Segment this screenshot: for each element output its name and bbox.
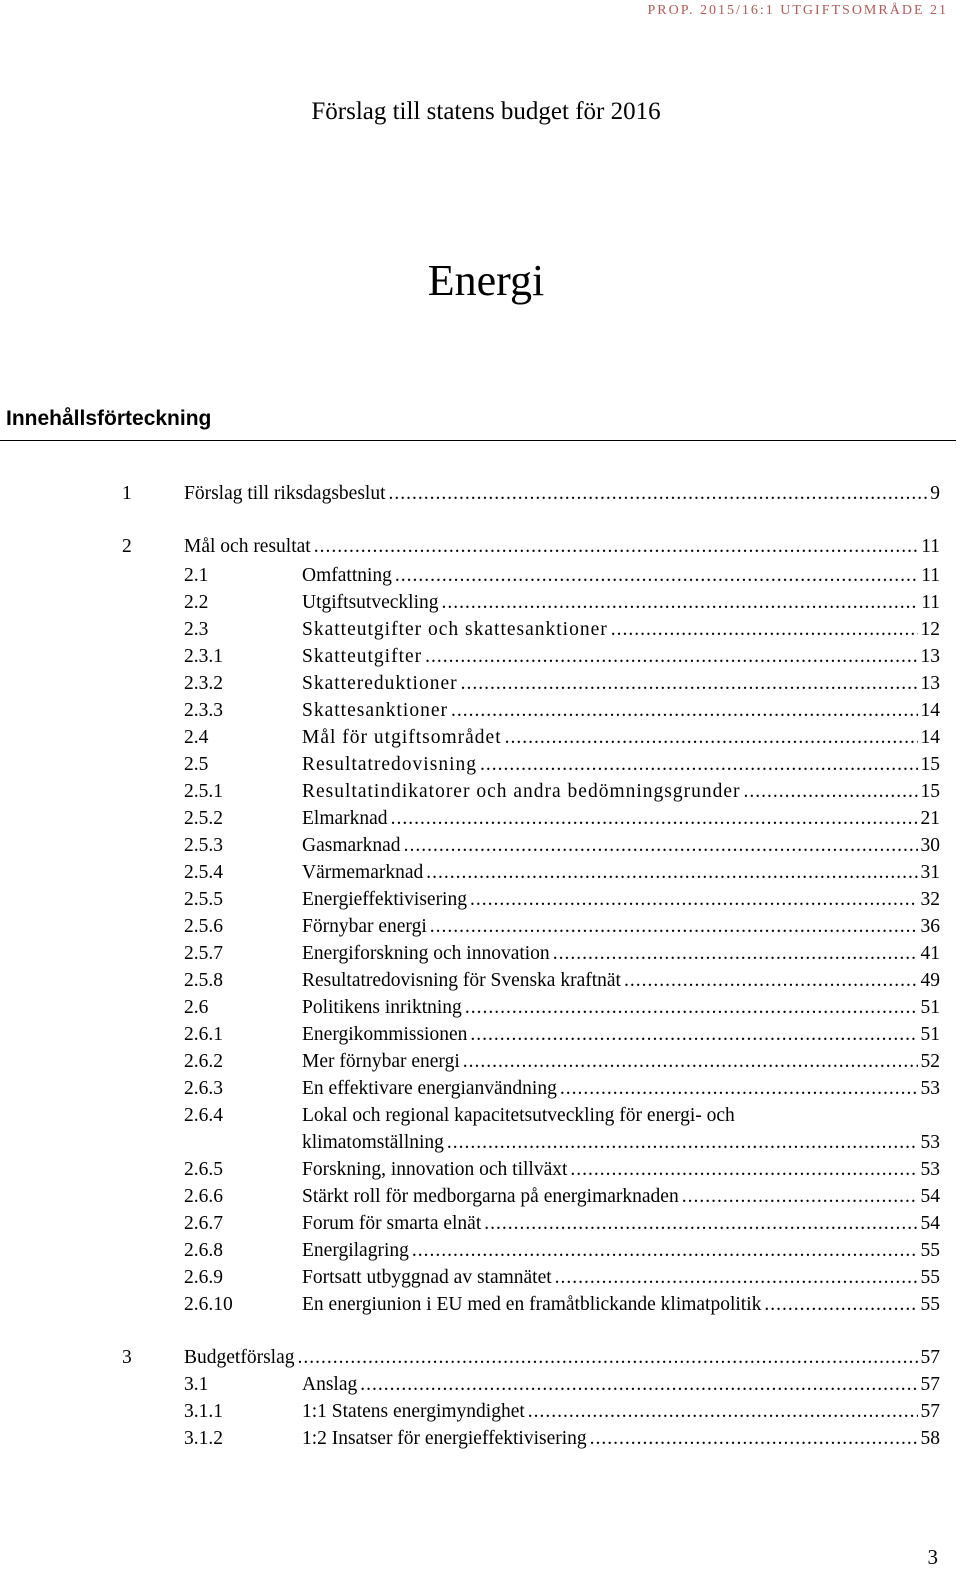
toc-entry-number: 2.5 [184, 754, 209, 775]
toc-entry[interactable] [0, 1183, 960, 1211]
toc-entry-page: 57 [920, 1401, 940, 1422]
toc-dot-leader [461, 670, 918, 698]
toc-entry-label: Stärkt roll för medborgarna på energimarknaden [302, 1186, 679, 1207]
toc-entry[interactable] [0, 697, 960, 725]
toc-entry-number: 2.6.4 [184, 1105, 223, 1126]
toc-entry-label: En effektivare energianvändning [302, 1078, 557, 1099]
toc-entry-page: 30 [920, 835, 940, 856]
toc-entry-page: 55 [920, 1294, 940, 1315]
toc-entry-number: 2.5.5 [184, 889, 223, 910]
toc-entry-line [302, 967, 940, 995]
toc-dot-leader [744, 778, 918, 806]
toc-entry-page: 11 [921, 536, 940, 557]
toc-entry-line [302, 562, 940, 590]
toc-entry-page: 53 [920, 1078, 940, 1099]
toc-entry-number: 2.3.1 [184, 646, 223, 667]
toc-entry-page: 11 [921, 565, 940, 586]
toc-entry-page: 12 [920, 619, 940, 640]
toc-entry-line [184, 1344, 940, 1372]
toc-entry-label: Mål och resultat [184, 536, 311, 557]
toc-dot-leader [447, 1129, 918, 1157]
toc-dot-leader [570, 1156, 917, 1184]
toc-dot-leader [463, 1048, 918, 1076]
toc-dot-leader [590, 1425, 918, 1453]
toc-entry-number: 2 [122, 536, 132, 557]
toc-entry-number: 2.4 [184, 727, 209, 748]
toc-entry-label: Resultatredovisning för Svenska kraftnät [302, 970, 621, 991]
toc-entry[interactable] [0, 1291, 960, 1319]
toc-entry-number: 2.6.10 [184, 1294, 233, 1315]
toc-entry-number: 2.5.7 [184, 943, 223, 964]
toc-entry-label: Omfattning [302, 565, 392, 586]
toc-entry-line [302, 1102, 940, 1130]
toc-entry-page: 15 [920, 754, 940, 775]
toc-entry-label: Anslag [302, 1374, 358, 1395]
toc-entry-page: 36 [920, 916, 940, 937]
toc-dot-leader [484, 1210, 917, 1238]
toc-entry-line [184, 533, 940, 561]
toc-dot-leader [553, 940, 918, 968]
toc-entry-number: 2.6.1 [184, 1024, 223, 1045]
toc-entry[interactable] [0, 994, 960, 1022]
document-subtitle: Förslag till statens budget för 2016 [311, 98, 661, 125]
toc-entry-label: Värmemarknad [302, 862, 424, 883]
toc-entry-number: 3.1 [184, 1374, 209, 1395]
toc-dot-leader [297, 1344, 917, 1372]
toc-entry-page: 52 [920, 1051, 940, 1072]
toc-entry-number: 2.6.6 [184, 1186, 223, 1207]
toc-entry-number: 2.5.8 [184, 970, 223, 991]
toc-entry[interactable] [0, 859, 960, 887]
toc-dot-leader [764, 1291, 917, 1319]
toc-entry-line [302, 1156, 940, 1184]
toc-entry-label: Mål för utgiftsområdet [302, 727, 502, 748]
toc-entry-label: Utgiftsutveckling [302, 592, 439, 613]
toc-entry[interactable] [0, 778, 960, 806]
toc-dot-leader [441, 589, 918, 617]
toc-entry[interactable] [0, 1371, 960, 1399]
toc-entry-label: Skatteutgifter [302, 646, 423, 667]
toc-entry-label: Energikommissionen [302, 1024, 468, 1045]
toc-entry-line [302, 859, 940, 887]
toc-entry-page: 57 [920, 1374, 940, 1395]
toc-entry[interactable] [0, 913, 960, 941]
toc-dot-leader [391, 805, 918, 833]
toc-entry-label: klimatomställning [302, 1132, 444, 1153]
toc-entry[interactable] [0, 616, 960, 644]
toc-entry-number: 2.6.3 [184, 1078, 223, 1099]
toc-dot-leader [560, 1075, 918, 1103]
toc-entry[interactable] [0, 1021, 960, 1049]
toc-entry-label: Resultatredovisning [302, 754, 477, 775]
toc-entry-page: 49 [920, 970, 940, 991]
toc-dot-leader [425, 643, 917, 671]
toc-entry[interactable] [0, 724, 960, 752]
toc-entry-number: 2.6.9 [184, 1267, 223, 1288]
toc-entry-line [302, 616, 940, 644]
toc-entry-line [302, 1425, 940, 1453]
toc-dot-leader [360, 1371, 917, 1399]
toc-entry-page: 55 [920, 1240, 940, 1261]
toc-entry-page: 13 [920, 646, 940, 667]
toc-entry-page: 51 [920, 997, 940, 1018]
toc-entry-number: 2.5.1 [184, 781, 223, 802]
toc-dot-leader [395, 562, 918, 590]
toc-entry-line [302, 1210, 940, 1238]
toc-dot-leader [412, 1237, 918, 1265]
toc-dot-leader [430, 913, 918, 941]
toc-entry-label: Elmarknad [302, 808, 388, 829]
toc-entry-number: 2.6.7 [184, 1213, 223, 1234]
toc-entry[interactable] [0, 886, 960, 914]
toc-entry-number: 2.3.3 [184, 700, 223, 721]
toc-entry-page: 57 [920, 1347, 940, 1368]
toc-entry-line [302, 778, 940, 806]
toc-entry-line [302, 1129, 940, 1157]
toc-entry-number: 3.1.2 [184, 1428, 223, 1449]
toc-entry-line [302, 886, 940, 914]
toc-entry-page: 54 [920, 1213, 940, 1234]
toc-entry-label: Energilagring [302, 1240, 409, 1261]
toc-entry-number: 2.6.5 [184, 1159, 223, 1180]
toc-entry-number: 2.5.6 [184, 916, 223, 937]
toc-entry-page: 53 [920, 1132, 940, 1153]
toc-entry-label: Forskning, innovation och tillväxt [302, 1159, 568, 1180]
toc-entry-page: 31 [920, 862, 940, 883]
toc-entry-line [302, 751, 940, 779]
toc-entry-line [302, 994, 940, 1022]
toc-entry-line [302, 1398, 940, 1426]
toc-entry-label: Politikens inriktning [302, 997, 462, 1018]
toc-entry-line [302, 1237, 940, 1265]
toc-entry[interactable] [0, 751, 960, 779]
toc-entry[interactable] [0, 1237, 960, 1265]
toc-entry-label: Energiforskning och innovation [302, 943, 550, 964]
toc-entry[interactable] [0, 940, 960, 968]
toc-entry[interactable] [0, 1344, 960, 1372]
toc-entry-number: 3.1.1 [184, 1401, 223, 1422]
toc-entry-line [302, 589, 940, 617]
toc-entry-number: 2.5.4 [184, 862, 223, 883]
toc-entry-line [302, 1048, 940, 1076]
toc-entry-line [302, 1371, 940, 1399]
toc-entry-page: 53 [920, 1159, 940, 1180]
toc-dot-leader [528, 1398, 918, 1426]
toc-entry-number: 2.6.8 [184, 1240, 223, 1261]
toc-entry[interactable] [0, 1129, 960, 1157]
document-title: Energi [427, 256, 545, 305]
toc-dot-leader [611, 616, 918, 644]
toc-entry[interactable] [0, 1048, 960, 1076]
toc-entry[interactable] [0, 1075, 960, 1103]
toc-entry-label: Resultatindikatorer och andra bedömningsgrunder [302, 781, 741, 802]
toc-entry-page: 58 [920, 1428, 940, 1449]
toc-dot-leader [314, 533, 919, 561]
toc-entry-number: 2.5.2 [184, 808, 223, 829]
toc-entry-page: 41 [920, 943, 940, 964]
toc-dot-leader [389, 480, 928, 508]
toc-entry[interactable] [0, 1398, 960, 1426]
toc-dot-leader [682, 1183, 918, 1211]
toc-entry[interactable] [0, 670, 960, 698]
toc-entry-line [302, 1183, 940, 1211]
toc-entry-number: 2.5.3 [184, 835, 223, 856]
toc-entry-line [302, 1291, 940, 1319]
toc-entry-label: Forum för smarta elnät [302, 1213, 482, 1234]
toc-entry-line [302, 1021, 940, 1049]
toc-entry[interactable] [0, 832, 960, 860]
toc-entry-label: Energieffektivisering [302, 889, 467, 910]
toc-entry-page: 14 [920, 700, 940, 721]
toc-entry-number: 2.6.2 [184, 1051, 223, 1072]
toc-dot-leader [505, 724, 918, 752]
toc-entry-line [184, 480, 940, 508]
toc-dot-leader [470, 886, 918, 914]
toc-entry-label: Skatteutgifter och skattesanktioner [302, 619, 608, 640]
toc-entry-label: Mer förnybar energi [302, 1051, 460, 1072]
toc-dot-leader [470, 1021, 917, 1049]
toc-entry-page: 13 [920, 673, 940, 694]
toc-entry-page: 11 [921, 592, 940, 613]
toc-entry[interactable] [0, 1210, 960, 1238]
toc-entry-label: 1:1 Statens energimyndighet [302, 1401, 525, 1422]
toc-entry-number: 1 [122, 483, 132, 504]
toc-entry-line [302, 1264, 940, 1292]
toc-dot-leader [404, 832, 918, 860]
toc-entry-number: 2.1 [184, 565, 209, 586]
toc-dot-leader [624, 967, 918, 995]
toc-dot-leader [426, 859, 917, 887]
toc-entry-page: 51 [920, 1024, 940, 1045]
toc-entry-number: 2.6 [184, 997, 209, 1018]
toc-dot-leader [465, 994, 918, 1022]
toc-entry-label: Gasmarknad [302, 835, 401, 856]
toc-entry[interactable] [0, 1102, 960, 1130]
toc-entry[interactable] [0, 1156, 960, 1184]
toc-entry-line [302, 643, 940, 671]
toc-entry[interactable] [0, 480, 960, 508]
toc-entry-page: 21 [920, 808, 940, 829]
page-number: 3 [927, 1545, 938, 1569]
toc-entry-label: Skattereduktioner [302, 673, 458, 694]
toc-entry-number: 2.3 [184, 619, 209, 640]
toc-dot-leader [480, 751, 918, 779]
toc-entry-label: 1:2 Insatser för energieffektivisering [302, 1428, 587, 1449]
toc-entry-line [302, 832, 940, 860]
running-header: PROP. 2015/16:1 UTGIFTSOMRÅDE 21 [647, 3, 948, 18]
toc-entry-page: 55 [920, 1267, 940, 1288]
toc-entry-page: 9 [930, 483, 940, 504]
toc-dot-leader [451, 697, 918, 725]
toc-dot-leader [555, 1264, 918, 1292]
toc-entry-page: 32 [920, 889, 940, 910]
toc-entry[interactable] [0, 533, 960, 561]
toc-entry-line [302, 940, 940, 968]
toc-entry-page: 14 [920, 727, 940, 748]
toc-entry[interactable] [0, 643, 960, 671]
toc-entry-line [302, 670, 940, 698]
toc-entry-label: Lokal och regional kapacitetsutveckling för energi- och [302, 1105, 735, 1126]
toc-entry[interactable] [0, 967, 960, 995]
toc-entry-line [302, 913, 940, 941]
toc-heading: Innehållsförteckning [6, 407, 212, 430]
toc-entry-line [302, 697, 940, 725]
toc-entry-line [302, 805, 940, 833]
toc-entry[interactable] [0, 562, 960, 590]
toc-entry-label: Fortsatt utbyggnad av stamnätet [302, 1267, 552, 1288]
toc-entry-page: 15 [920, 781, 940, 802]
toc-entry[interactable] [0, 589, 960, 617]
toc-divider [0, 440, 956, 441]
toc-entry-number: 2.2 [184, 592, 209, 613]
toc-entry[interactable] [0, 1425, 960, 1453]
toc-entry-line [302, 724, 940, 752]
toc-entry[interactable] [0, 805, 960, 833]
toc-entry-label: Förnybar energi [302, 916, 427, 937]
toc-entry-label: En energiunion i EU med en framåtblickande klimatpolitik [302, 1294, 762, 1315]
toc-entry-number: 2.3.2 [184, 673, 223, 694]
toc-entry-page: 54 [920, 1186, 940, 1207]
toc-entry-label: Förslag till riksdagsbeslut [184, 483, 386, 504]
toc-entry-label: Skattesanktioner [302, 700, 448, 721]
toc-entry-line [302, 1075, 940, 1103]
toc-entry-label: Budgetförslag [184, 1347, 295, 1368]
toc-entry[interactable] [0, 1264, 960, 1292]
toc-entry-number: 3 [122, 1347, 132, 1368]
